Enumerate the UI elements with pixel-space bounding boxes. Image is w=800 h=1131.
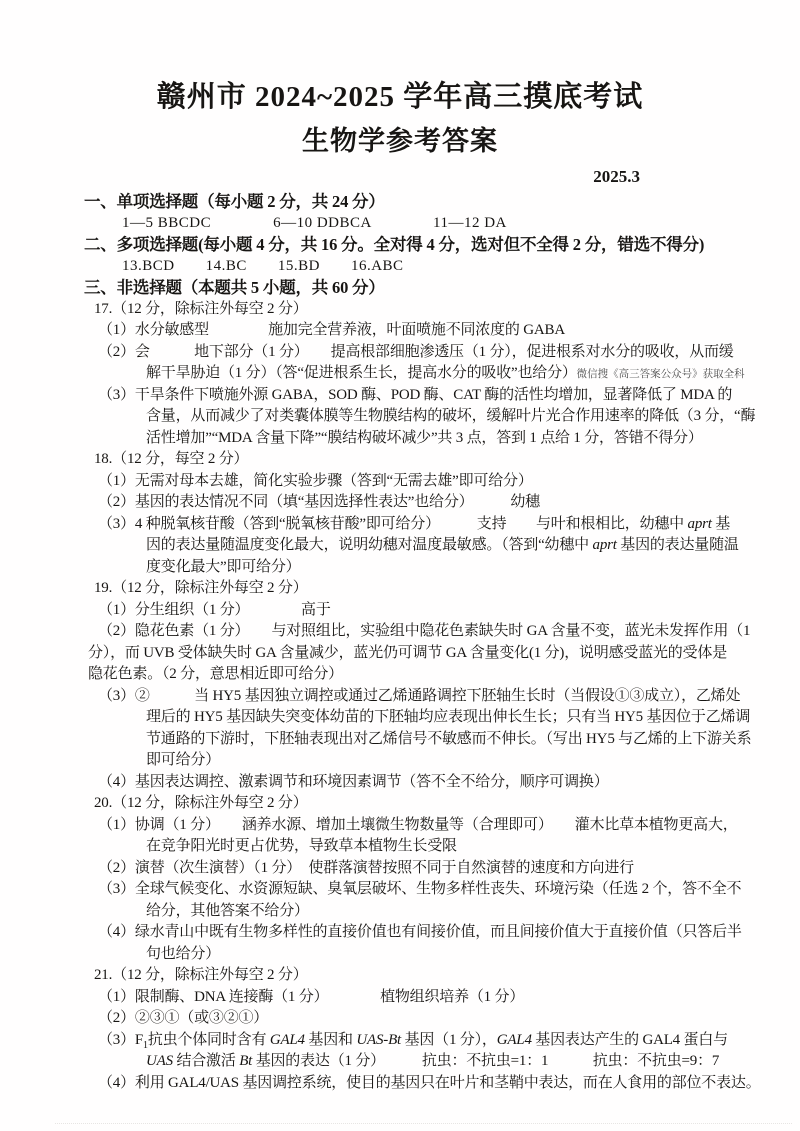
section-3-heading: 三、非选择题（本题共 5 小题，共 60 分）: [84, 278, 385, 297]
answers-1-12: 1—5 BBCDC 6—10 DDBCA 11—12 DA: [122, 214, 507, 231]
q19-item-4: （4）基因表达调控、激素调节和环境因素调节（答不全不给分，顺序可调换）: [98, 773, 609, 790]
q17-item-2-cont: 解干旱胁迫（1 分）（答“促进根系生长，提高水分的吸收”也给分）微信搜《高三答案公众号》获取全科: [146, 365, 745, 381]
q20-item-2: （2）演替（次生演替）（1 分） 使群落演替按照不同于自然演替的速度和方向进行: [98, 859, 634, 876]
q18-item-3: （3）4 种脱氧核苷酸（答到“脱氧核苷酸”即可给分） 支持 与叶和根相比，幼穗中 aprt 基: [98, 515, 731, 532]
q19-item-2-cont1: 分），而 UVB 受体缺失时 GA 含量减少，蓝光仍可调节 GA 含量变化(1 分)，说明感受蓝光的受体是: [88, 644, 727, 661]
question-20-header: 20.（12 分，除标注外每空 2 分）: [94, 795, 308, 811]
q18-item-1: （1）无需对母本去雄，简化实验步骤（答到“无需去雄”即可给分）: [98, 472, 533, 489]
q21-item-1: （1）限制酶、DNA 连接酶（1 分） 植物组织培养（1 分）: [98, 988, 525, 1005]
q21-item-4: （4）利用 GAL4/UAS 基因调控系统，使目的基因只在叶片和茎鞘中表达，而在人食用的部位不表达。: [98, 1074, 761, 1091]
answers-13-16: 13.BCD 14.BC 15.BD 16.ABC: [122, 257, 404, 274]
question-19-header: 19.（12 分，除标注外每空 2 分）: [94, 580, 308, 596]
question-17-header: 17.（12 分，除标注外每空 2 分）: [94, 300, 308, 317]
q20-item-3-cont: 给分，其他答案不给分）: [146, 902, 309, 919]
q17-item-1: （1）水分敏感型 施加完全营养液，叶面喷施不同浓度的 GABA: [98, 322, 565, 338]
exam-subtitle: 生物学参考答案: [302, 126, 498, 156]
q21-item-3: $(3)F_1$抗虫个体同时含有 GAL4 基因和 UAS-Bt 基因（1 分），GAL4 基因表达产生的 GAL4 蛋白与: [98, 1031, 728, 1051]
section-2-heading: 二、多项选择题(每小题 4 分，共 16 分。全对得 4 分，选对但不全得 2 分，错选不得分): [84, 235, 705, 254]
q20-item-1: （1）协调（1 分） 涵养水源、增加土壤微生物数量等（合理即可） 灌木比草本植物更高大，: [98, 816, 738, 833]
page-bottom-rule: [55, 1123, 792, 1124]
question-21-header: 21.（12 分，除标注外每空 2 分）: [94, 967, 308, 983]
q20-item-3: （3）全球气候变化、水资源短缺、臭氧层破坏、生物多样性丧失、环境污染（任选 2 个，答不全不: [98, 881, 742, 897]
q19-item-3-cont3: 即可给分）: [146, 752, 221, 768]
q17-item-3: （3）干旱条件下喷施外源 GABA，SOD 酶、POD 酶、CAT 酶的活性均增加，显著降低了 MDA 的: [98, 386, 733, 403]
q17-item-2: （2）会 地下部分（1 分） 提高根部细胞渗透压（1 分），促进根系对水分的吸收，从而缓: [98, 343, 734, 360]
q18-item-3-cont2: 度变化最大”即可给分）: [146, 558, 301, 575]
q21-item-2: （2）②③①（或③②①）: [98, 1010, 269, 1026]
q20-item-1-cont: 在竞争阳光时更占优势，导致草本植物生长受限: [146, 838, 457, 854]
q19-item-3-cont1: 理后的 HY5 基因缺失突变体幼苗的下胚轴均应表现出伸长生长；只有当 HY5 基因位于乙烯调: [146, 709, 751, 725]
q20-item-4: （4）绿水青山中既有生物多样性的直接价值也有间接价值，而且间接价值大于直接价值（只答后半: [98, 924, 742, 940]
q20-item-4-cont: 句也给分）: [146, 945, 221, 962]
section-1-heading: 一、单项选择题（每小题 2 分，共 24 分）: [84, 192, 385, 211]
q17-item-3-cont1: 含量，从而减少了对类囊体膜等生物膜结构的破坏，缓解叶片光合作用速率的降低（3 分，“酶: [146, 408, 756, 424]
q19-item-2-cont2: 隐花色素。（2 分，意思相近即可给分）: [88, 666, 343, 682]
q19-item-2: （2）隐花色素（1 分） 与对照组比，实验组中隐花色素缺失时 GA 含量不变，蓝光未发挥作用（1: [98, 623, 751, 639]
document-lines: [0, 191, 800, 1094]
q21-item-3-cont: UAS 结合激活 Bt 基因的表达（1 分） 抗虫：不抗虫=1：1 抗虫：不抗虫=9：7: [146, 1053, 720, 1069]
q19-item-1: （1）分生组织（1 分） 高于: [98, 601, 331, 618]
q19-item-3-cont2: 节通路的下游时，下胚轴表现出对乙烯信号不敏感而不伸长。（写出 HY5 与乙烯的上下游关系: [146, 730, 752, 747]
exam-title: 赣州市 2024~2025 学年高三摸底考试: [156, 81, 644, 113]
q18-item-2: （2）基因的表达情况不同（填“基因选择性表达”也给分） 幼穗: [98, 494, 540, 510]
question-18-header: 18.（12 分，每空 2 分）: [94, 451, 249, 467]
q17-item-3-cont2: 活性增加”“MDA 含量下降”“膜结构破坏减少”共 3 点，答到 1 点给 1 分，答错不得分）: [146, 429, 703, 446]
exam-date: 2025.3: [593, 167, 640, 186]
q18-item-3-cont1: 因的表达量随温度变化最大，说明幼穗对温度最敏感。（答到“幼穗中 aprt 基因的表达量随温: [146, 537, 739, 553]
document-header: [0, 0, 800, 189]
q19-item-3: （3）② 当 HY5 基因独立调控或通过乙烯通路调控下胚轴生长时（当假设①③成立），乙烯处: [98, 687, 741, 704]
